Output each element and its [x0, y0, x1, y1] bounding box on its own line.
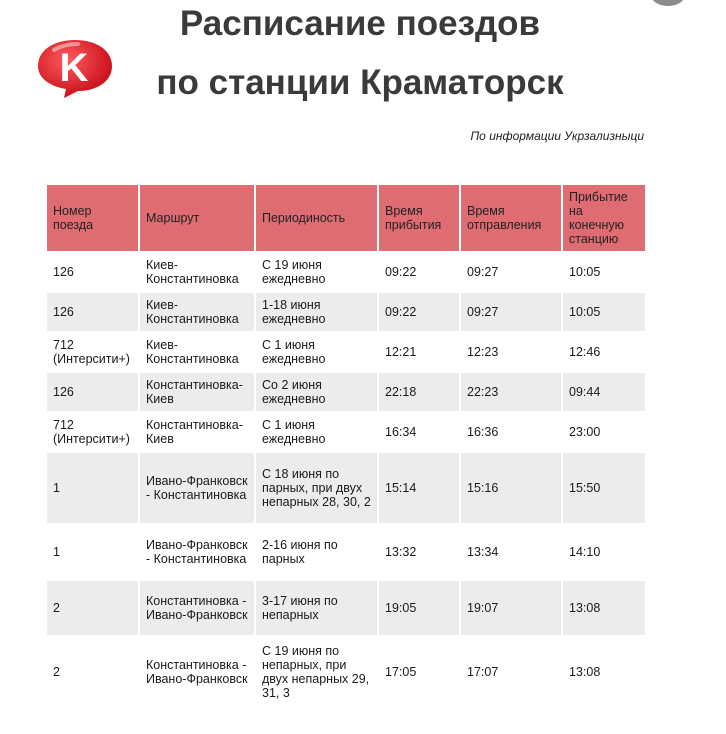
cell-departure: 16:36: [461, 413, 561, 451]
cell-route: Константиновка-Киев: [140, 413, 254, 451]
source-note: По информации Укрзализныци: [470, 129, 644, 143]
cell-arrival: 09:22: [379, 293, 459, 331]
logo-icon: [34, 36, 116, 100]
table-row: [47, 293, 645, 331]
table-row: [47, 581, 645, 635]
cell-train-number: 1: [47, 525, 138, 579]
cell-train-number: 126: [47, 293, 138, 331]
cell-final-arrival: 10:05: [563, 253, 645, 291]
cell-departure: 09:27: [461, 253, 561, 291]
cell-departure: 22:23: [461, 373, 561, 411]
table-row: [47, 525, 645, 579]
cell-final-arrival: 14:10: [563, 525, 645, 579]
cell-periodicity: 2-16 июня по парных: [256, 525, 377, 579]
cell-final-arrival: 13:08: [563, 637, 645, 707]
cell-route: Константиновка - Ивано-Франковск: [140, 637, 254, 707]
cell-periodicity: С 1 июня ежедневно: [256, 333, 377, 371]
cell-final-arrival: 13:08: [563, 581, 645, 635]
title-line-2: по станции Краматорск: [156, 63, 564, 102]
table-row: [47, 637, 645, 707]
cell-arrival: 16:34: [379, 413, 459, 451]
column-header-periodicity: Периодиность: [256, 185, 377, 251]
cell-route: Константиновка - Ивано-Франковск: [140, 581, 254, 635]
cell-periodicity: С 19 июня по непарных, при двух непарных 29, 31, 3: [256, 637, 377, 707]
logo-letter: K: [59, 46, 89, 90]
cell-departure: 09:27: [461, 293, 561, 331]
column-header-train-number: Номер поезда: [47, 185, 138, 251]
cell-periodicity: Со 2 июня ежедневно: [256, 373, 377, 411]
cell-departure: 19:07: [461, 581, 561, 635]
title-line-1: Расписание поездов: [179, 4, 541, 43]
column-header-route: Маршрут: [140, 185, 254, 251]
cell-periodicity: 1-18 июня ежедневно: [256, 293, 377, 331]
cell-train-number: 126: [47, 253, 138, 291]
cell-train-number: 126: [47, 373, 138, 411]
cell-final-arrival: 15:50: [563, 453, 645, 523]
cell-train-number: 1: [47, 453, 138, 523]
corner-decoration: [650, 0, 686, 6]
cell-arrival: 12:21: [379, 333, 459, 371]
table-row: [47, 373, 645, 411]
cell-route: Константиновка-Киев: [140, 373, 254, 411]
cell-departure: 15:16: [461, 453, 561, 523]
cell-periodicity: С 18 июня по парных, при двух непарных 28, 30, 2: [256, 453, 377, 523]
cell-final-arrival: 10:05: [563, 293, 645, 331]
cell-arrival: 17:05: [379, 637, 459, 707]
cell-route: Киев-Константиновка: [140, 293, 254, 331]
cell-periodicity: 3-17 июня по непарных: [256, 581, 377, 635]
cell-train-number: 2: [47, 581, 138, 635]
cell-route: Ивано-Франковск - Константиновка: [140, 453, 254, 523]
cell-departure: 13:34: [461, 525, 561, 579]
cell-departure: 17:07: [461, 637, 561, 707]
column-header-departure: Время отправления: [461, 185, 561, 251]
cell-train-number: 2: [47, 637, 138, 707]
cell-train-number: 712 (Интерсити+): [47, 413, 138, 451]
cell-final-arrival: 23:00: [563, 413, 645, 451]
page-title: [120, 0, 600, 112]
table-row: [47, 253, 645, 291]
cell-arrival: 19:05: [379, 581, 459, 635]
cell-periodicity: С 1 июня ежедневно: [256, 413, 377, 451]
cell-final-arrival: 09:44: [563, 373, 645, 411]
cell-arrival: 09:22: [379, 253, 459, 291]
table-row: [47, 453, 645, 523]
schedule-table: [45, 183, 647, 709]
table-header-row: [47, 185, 645, 251]
cell-arrival: 22:18: [379, 373, 459, 411]
cell-route: Киев-Константиновка: [140, 333, 254, 371]
column-header-arrival: Время прибытия: [379, 185, 459, 251]
cell-arrival: 13:32: [379, 525, 459, 579]
column-header-final-arrival: Прибытие на конечную станцию: [563, 185, 645, 251]
cell-arrival: 15:14: [379, 453, 459, 523]
cell-train-number: 712 (Интерсити+): [47, 333, 138, 371]
cell-departure: 12:23: [461, 333, 561, 371]
cell-final-arrival: 12:46: [563, 333, 645, 371]
cell-route: Киев-Константиновка: [140, 253, 254, 291]
cell-periodicity: С 19 июня ежедневно: [256, 253, 377, 291]
table-row: [47, 333, 645, 371]
cell-route: Ивано-Франковск - Константиновка: [140, 525, 254, 579]
table-row: [47, 413, 645, 451]
